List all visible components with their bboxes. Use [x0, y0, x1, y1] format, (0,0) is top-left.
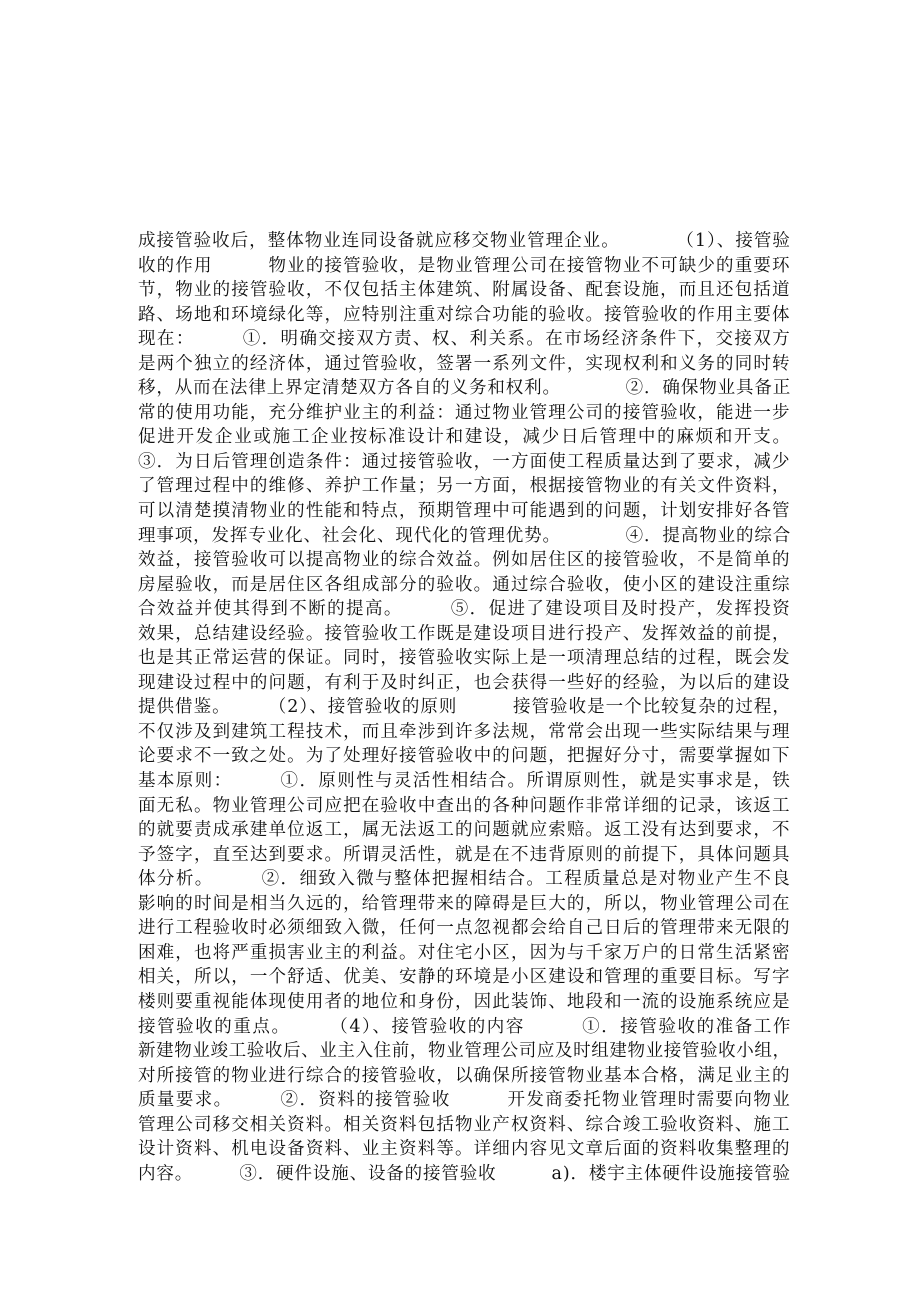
text-line: 现在： ①．明确交接双方责、权、利关系。在市场经济条件下，交接双方 — [138, 329, 792, 350]
text-line: 促进开发企业或施工企业按标准设计和建设，减少日后管理中的麻烦和开支。 — [138, 427, 792, 448]
text-line: 影响的时间是相当久远的，给管理带来的障碍是巨大的，所以，物业管理公司在 — [138, 893, 791, 914]
text-line: 相关，所以，一个舒适、优美、安静的环境是小区建设和管理的重要目标。写字 — [138, 967, 791, 988]
text-line: 常的使用功能，充分维护业主的利益：通过物业管理公司的接管验收，能进一步 — [138, 402, 791, 423]
text-line: 了管理过程中的维修、养护工作量；另一方面，根据接管物业的有关文件资料， — [138, 476, 791, 497]
text-line: 面无私。物业管理公司应把在验收中查出的各种问题作非常详细的记录，该返工 — [138, 795, 791, 816]
text-line: 进行工程验收时必须细致入微，任何一点忽视都会给自己日后的管理带来无限的 — [138, 918, 791, 939]
text-line: 设计资料、机电设备资料、业主资料等。详细内容见文章后面的资料收集整理的 — [138, 1139, 791, 1160]
text-line: 的就要责成承建单位返工，属无法返工的问题就应索赔。返工没有达到要求，不 — [138, 820, 791, 841]
text-line: ③．为日后管理创造条件：通过接管验收，一方面使工程质量达到了要求，减少 — [138, 451, 791, 472]
text-line: 楼则要重视能体现使用者的地位和身份，因此装饰、地段和一流的设施系统应是 — [138, 991, 791, 1012]
text-line: 内容。 ③．硬件设施、设备的接管验收 a)．楼宇主体硬件设施接管验 — [138, 1163, 791, 1184]
text-line: 成接管验收后，整体物业连同设备就应移交物业管理企业。 （1）、接管验 — [138, 231, 791, 251]
text-line: 提供借鉴。 （2）、接管验收的原则 接管验收是一个比较复杂的过程， — [138, 697, 791, 718]
text-line: 现建设过程中的问题，有利于及时纠正，也会获得一些好的经验，为以后的建设 — [138, 672, 791, 693]
text-line: 房屋验收，而是居住区各组成部分的验收。通过综合验收，使小区的建设注重综 — [138, 574, 791, 595]
text-line: 也是其正常运营的保证。同时，接管验收实际上是一项清理总结的过程，既会发 — [138, 648, 791, 669]
text-line: 论要求不一致之处。为了处理好接管验收中的问题，把握好分寸，需要掌握如下 — [138, 746, 791, 767]
text-line: 新建物业竣工验收后、业主入住前，物业管理公司应及时组建物业接管验收小组， — [138, 1041, 791, 1062]
text-line: 可以清楚摸清物业的性能和特点，预期管理中可能遇到的问题，计划安排好各管 — [138, 501, 791, 522]
text-line: 节，物业的接管验收，不仅包括主体建筑、附属设备、配套设施，而且还包括道 — [138, 280, 791, 301]
text-line: 理事项，发挥专业化、社会化、现代化的管理优势。 ④．提高物业的综合 — [138, 525, 792, 546]
text-line: 体分析。 ②．细致入微与整体把握相结合。工程质量总是对物业产生不良 — [138, 869, 792, 890]
text-line: 是两个独立的经济体，通过管验收，签署一系列文件，实现权利和义务的同时转 — [138, 353, 791, 374]
text-line: 对所接管的物业进行综合的接管验收，以确保所接管物业基本合格，满足业主的 — [138, 1065, 791, 1086]
text-line: 困难，也将严重损害业主的利益。对住宅小区，因为与千家万户的日常生活紧密 — [138, 942, 791, 963]
text-line: 移，从而在法律上界定清楚双方各自的义务和权利。 ②．确保物业具备正 — [138, 378, 792, 399]
text-line: 不仅涉及到建筑工程技术，而且牵涉到许多法规，常常会出现一些实际结果与理 — [138, 721, 791, 742]
text-line: 效果，总结建设经验。接管验收工作既是建设项目进行投产、发挥效益的前提， — [138, 623, 791, 644]
text-line: 效益，接管验收可以提高物业的综合效益。例如居住区的接管验收，不是简单的 — [138, 550, 791, 571]
text-line: 予签字，直至达到要求。所谓灵活性，就是在不违背原则的前提下，具体问题具 — [138, 844, 791, 865]
text-line: 接管验收的重点。 （4）、接管验收的内容 ①．接管验收的准备工作 — [138, 1016, 792, 1037]
text-line: 合效益并使其得到不断的提高。 ⑤．促进了建设项目及时投产，发挥投资 — [138, 599, 792, 620]
text-line: 管理公司移交相关资料。相关资料包括物业产权资料、综合竣工验收资料、施工 — [138, 1114, 791, 1135]
text-line: 质量要求。 ②．资料的接管验收 开发商委托物业管理时需要向物业 — [138, 1090, 792, 1111]
text-line: 基本原则： ①．原则性与灵活性相结合。所谓原则性，就是实事求是，铁 — [138, 771, 792, 792]
text-line: 路、场地和环境绿化等，应特别注重对综合功能的验收。接管验收的作用主要体 — [138, 304, 791, 325]
document-body — [138, 229, 790, 1186]
text-line: 收的作用 物业的接管验收，是物业管理公司在接管物业不可缺少的重要环 — [138, 255, 791, 276]
